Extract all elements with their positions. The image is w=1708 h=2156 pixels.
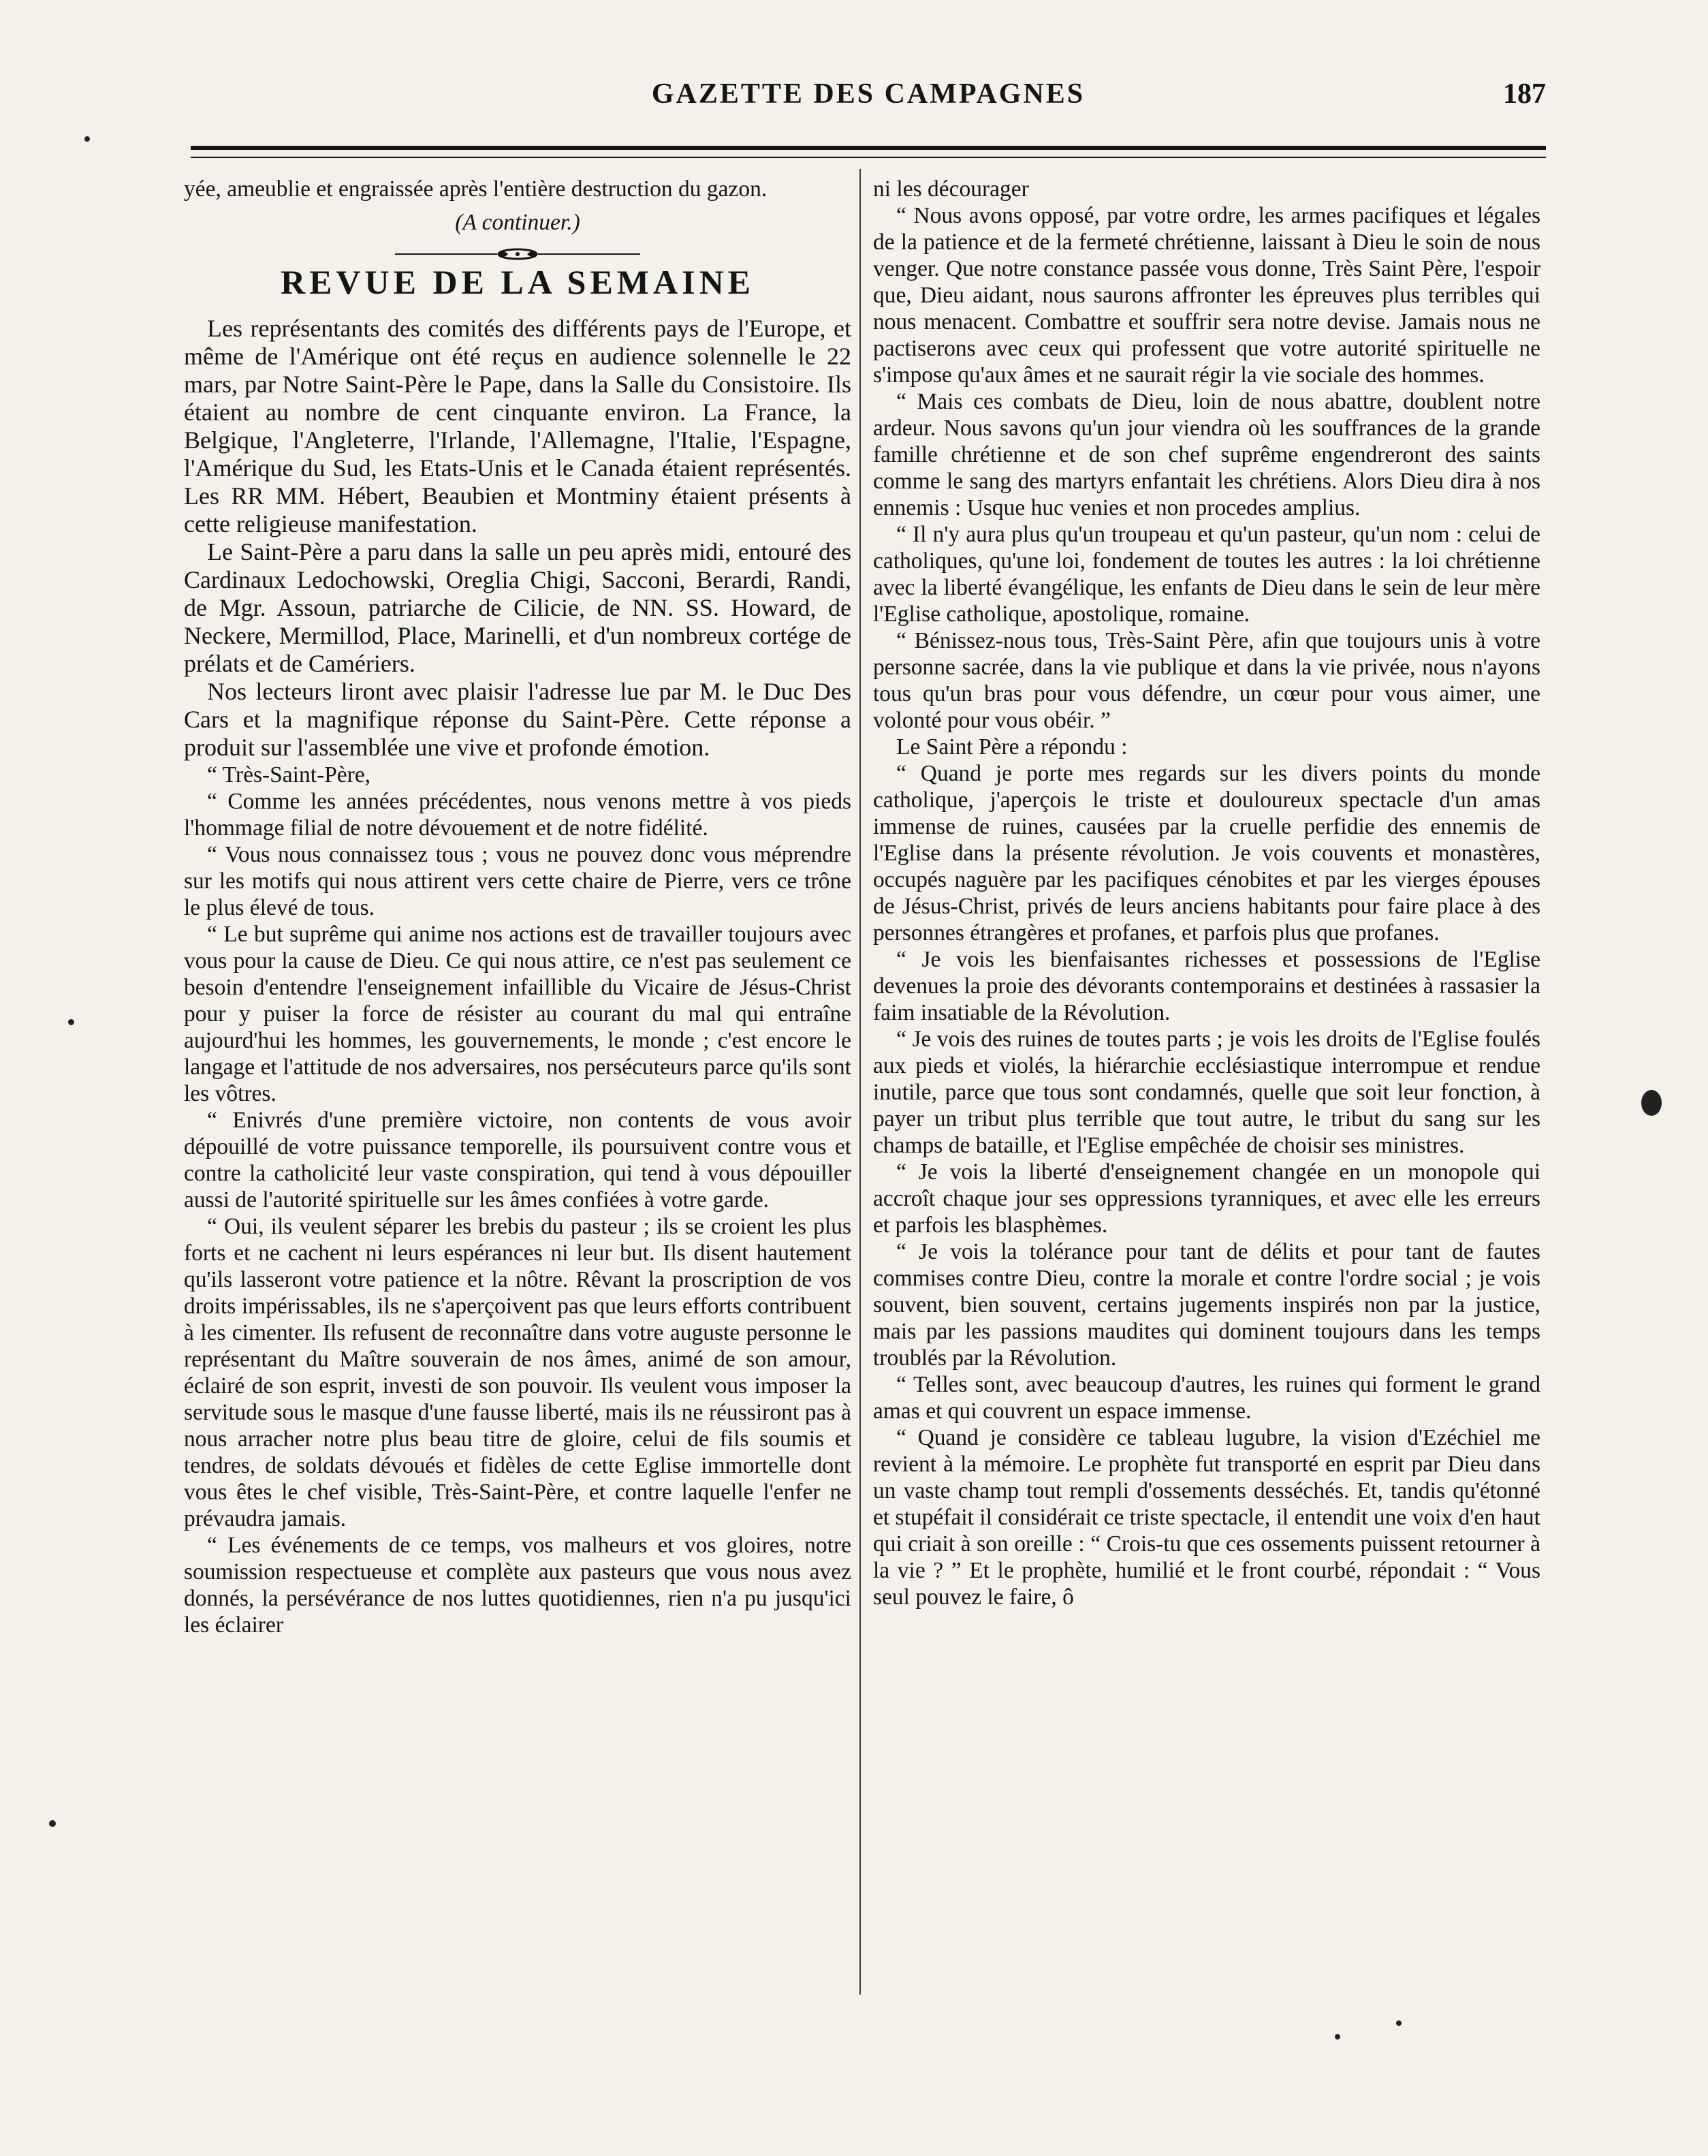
ink-speck	[84, 136, 90, 142]
running-head: GAZETTE DES CAMPAGNES	[651, 78, 1086, 110]
ornament-flourish-icon	[395, 247, 640, 262]
right-column	[873, 176, 1540, 1610]
address-paragraph: “ Le but suprême qui anime nos actions est de travailler toujours avec vous pour la cause de Dieu. Ce qui nous attire, ce n'est pas seulement ce besoin d'entendre l'enseignement infaillible du Vicaire de Jésus-Christ pour y puiser la force de résister au courant du mal qui entraîne aujourd'hui les hommes, les gouvernements, le monde ; c'est encore le langage et l'attitude de nos adversaires, nos persécuteurs parce qu'ils sont les vôtres.	[184, 922, 851, 1106]
article-paragraph: Les représentants des comités des différents pays de l'Europe, et même de l'Amérique ont été reçus en audience solennelle le 22 mars, par Notre Saint-Père le Pape, dans la Salle du Consistoire. Ils étaient au nombre de cent cinquante environ. La France, la Belgique, l'Angleterre, l'Irlande, l'Allemagne, l'Italie, l'Espagne, l'Amérique du Sud, les Etats-Unis et le Canada étaient représentés. Les RR MM. Hébert, Beaubien et Montminy étaient présents à cette religieuse manifestation.	[184, 315, 851, 537]
left-column	[184, 176, 851, 1638]
to-be-continued: (A continuer.)	[455, 210, 580, 235]
reply-paragraph: “ Je vois des ruines de toutes parts ; je vois les droits de l'Eglise foulés aux pieds et violés, la hiérarchie ecclésiastique interrompue et rendue inutile, parce que tous sont condamnés, quelle que soit leur fonction, à payer un tribut plus terrible que tout autre, le tribut du sang sur les champs de bataille, et l'Eglise empêchée de choisir ses ministres.	[873, 1027, 1540, 1158]
address-paragraph: “ Comme les années précédentes, nous venons mettre à vos pieds l'hommage filial de notre dévouement et de notre fidélité.	[184, 789, 851, 841]
reply-paragraph: “ Quand je considère ce tableau lugubre, la vision d'Ezéchiel me revient à la mémoire. Le prophète fut transporté en esprit par Dieu dans un vaste champ tout rempli d'ossements desséchés. Et, tandis qu'étonné et stupéfait il considérait ce triste spectacle, il entendit une voix d'en haut qui criait à son oreille : “ Crois-tu que ces ossements puissent retourner à la vie ? ” Et le prophète, humilié et le front courbé, répondait : “ Vous seul pouvez le faire, ô	[873, 1425, 1540, 1610]
page-number: 187	[1503, 78, 1546, 110]
address-paragraph: “ Oui, ils veulent séparer les brebis du pasteur ; ils se croient les plus forts et ne cachent ni leurs espérances ni leur but. Ils disent hautement qu'ils lasseront votre patience et la nôtre. Rêvant la proscription de vos droits impérissables, ils ne s'aperçoivent pas que leurs efforts contribuent à les cimenter. Ils refusent de reconnaître dans votre auguste personne le représentant du Maître souverain de nos âmes, animé de son amour, éclairé de son esprit, investi de son pouvoir. Ils veulent vous imposer la servitude sous le masque d'une fausse liberté, mais ils ne réussiront pas à nous arracher notre plus beau titre de gloire, celui de fils soumis et tendres, de soldats dévoués et fidèles de cette Eglise immortelle dont vous êtes le chef visible, Très-Saint-Père, et contre laquelle l'enfer ne prévaudra jamais.	[184, 1214, 851, 1531]
header-rule	[191, 146, 1546, 158]
article-paragraph: Le Saint-Père a paru dans la salle un peu après midi, entouré des Cardinaux Ledochowski, Oreglia Chigi, Sacconi, Berardi, Randi, de Mgr. Assoun, patriarche de Cilicie, de NN. SS. Howard, de Neckere, Mermillod, Place, Marinelli, et d'un nombreux cortége de prélats et de Camériers.	[184, 538, 851, 677]
ink-speck	[1396, 2020, 1402, 2026]
page-header	[191, 71, 1546, 125]
column-divider	[859, 169, 861, 1995]
ink-speck	[68, 1019, 74, 1025]
reply-paragraph: “ Je vois les bienfaisantes richesses et possessions de l'Eglise devenues la proie des dévorants contemporains et destinées à rassasier la faim insatiable de la Révolution.	[873, 947, 1540, 1025]
reply-paragraph: “ Quand je porte mes regards sur les divers points du monde catholique, j'aperçois le triste et douloureux spectacle d'un amas immense de ruines, causées par la cruelle perfidie des ennemis de l'Eglise dans la présente révolution. Je vois couvents et monastères, occupés naguère par les pacifiques cénobites et par les vierges épouses de Jésus-Christ, privés de leurs anciens habitants pour faire place à des personnes étrangères et profanes, et parfois plus que profanes.	[873, 761, 1540, 946]
reply-paragraph: “ Je vois la liberté d'enseignement changée en un monopole qui accroît chaque jour ses oppressions tyranniques, et avec elle les erreurs et parfois les blasphèmes.	[873, 1159, 1540, 1238]
ink-blot	[1641, 1090, 1662, 1116]
reply-paragraph: “ Je vois la tolérance pour tant de délits et pour tant de fautes commises contre Dieu, contre la morale et contre l'ordre social ; je vois souvent, bien souvent, certains jugements inspirés non par la justice, mais par les passions maudites qui dominent toujours dans les temps troublés par la Révolution.	[873, 1239, 1540, 1371]
address-paragraph: “ Il n'y aura plus qu'un troupeau et qu'un pasteur, qu'un nom : celui de catholiques, qu'une loi, fondement de toutes les autres : la loi chrétienne avec la liberté évangélique, les enfants de Dieu dans le sein de leur mère l'Eglise catholique, apostolique, romaine.	[873, 522, 1540, 627]
address-paragraph: “ Les événements de ce temps, vos malheurs et vos gloires, notre soumission respectueuse et complète aux pasteurs que vous nous avez donnés, la persévérance de nos luttes quotidiennes, rien n'a pu jusqu'ici les éclairer	[184, 1533, 851, 1638]
section-title: REVUE DE LA SEMAINE	[280, 263, 755, 301]
ink-speck	[1335, 2034, 1340, 2040]
reply-intro: Le Saint Père a répondu :	[896, 734, 1128, 760]
ink-speck	[49, 1820, 56, 1827]
address-continuation: ni les décourager	[873, 176, 1029, 202]
article-paragraph: Nos lecteurs liront avec plaisir l'adresse lue par M. le Duc Des Cars et la magnifique réponse du Saint-Père. Cette réponse a produit sur l'assemblée une vive et profonde émotion.	[184, 678, 851, 761]
address-paragraph: “ Vous nous connaissez tous ; vous ne pouvez donc vous méprendre sur les motifs qui nous attirent vers cette chaire de Pierre, vers ce trône le plus élevé de tous.	[184, 842, 851, 920]
address-paragraph: “ Nous avons opposé, par votre ordre, les armes pacifiques et légales de la patience et de la fermeté chrétienne, laissant à Dieu le soin de nous venger. Que notre constance passée vous donne, Très Saint Père, l'espoir que, Dieu aidant, nous saurons affronter les épreuves plus terribles qui nous menacent. Combattre et souffrir sera notre devise. Jamais nous ne pactiserons avec ceux qui professent que votre autorité spirituelle ne s'impose qu'aux âmes et ne saurait régir la vie sociale des hommes.	[873, 203, 1540, 388]
address-paragraph: “ Enivrés d'une première victoire, non contents de vous avoir dépouillé de votre puissance temporelle, ils poursuivent contre vous et contre la catholicité leur vaste conspiration, qui tend à vous dépouiller aussi de l'autorité spirituelle sur les âmes confiées à votre garde.	[184, 1108, 851, 1213]
address-paragraph: “ Mais ces combats de Dieu, loin de nous abattre, doublent notre ardeur. Nous savons qu'un jour viendra où les souffrances de la grande famille chrétienne et de son chef suprême engendreront des saints comme le sang des martyrs enfantait les chrétiens. Alors Dieu dira à nos ennemis : Usque huc venies et non procedes amplius.	[873, 389, 1540, 520]
address-salutation: “ Très-Saint-Père,	[207, 762, 371, 787]
address-paragraph: “ Bénissez-nous tous, Très-Saint Père, afin que toujours unis à votre personne sacrée, dans la vie publique et dans la vie privée, nous n'ayons tous qu'un bras pour vous défendre, un cœur pour vous aimer, une volonté pour vous obéir. ”	[873, 628, 1540, 733]
reply-paragraph: “ Telles sont, avec beaucoup d'autres, les ruines qui forment le grand amas et qui couvrent un espace immense.	[873, 1372, 1540, 1424]
opening-fragment: yée, ameublie et engraissée après l'entière destruction du gazon.	[184, 176, 768, 202]
ornament-rule	[184, 241, 851, 256]
